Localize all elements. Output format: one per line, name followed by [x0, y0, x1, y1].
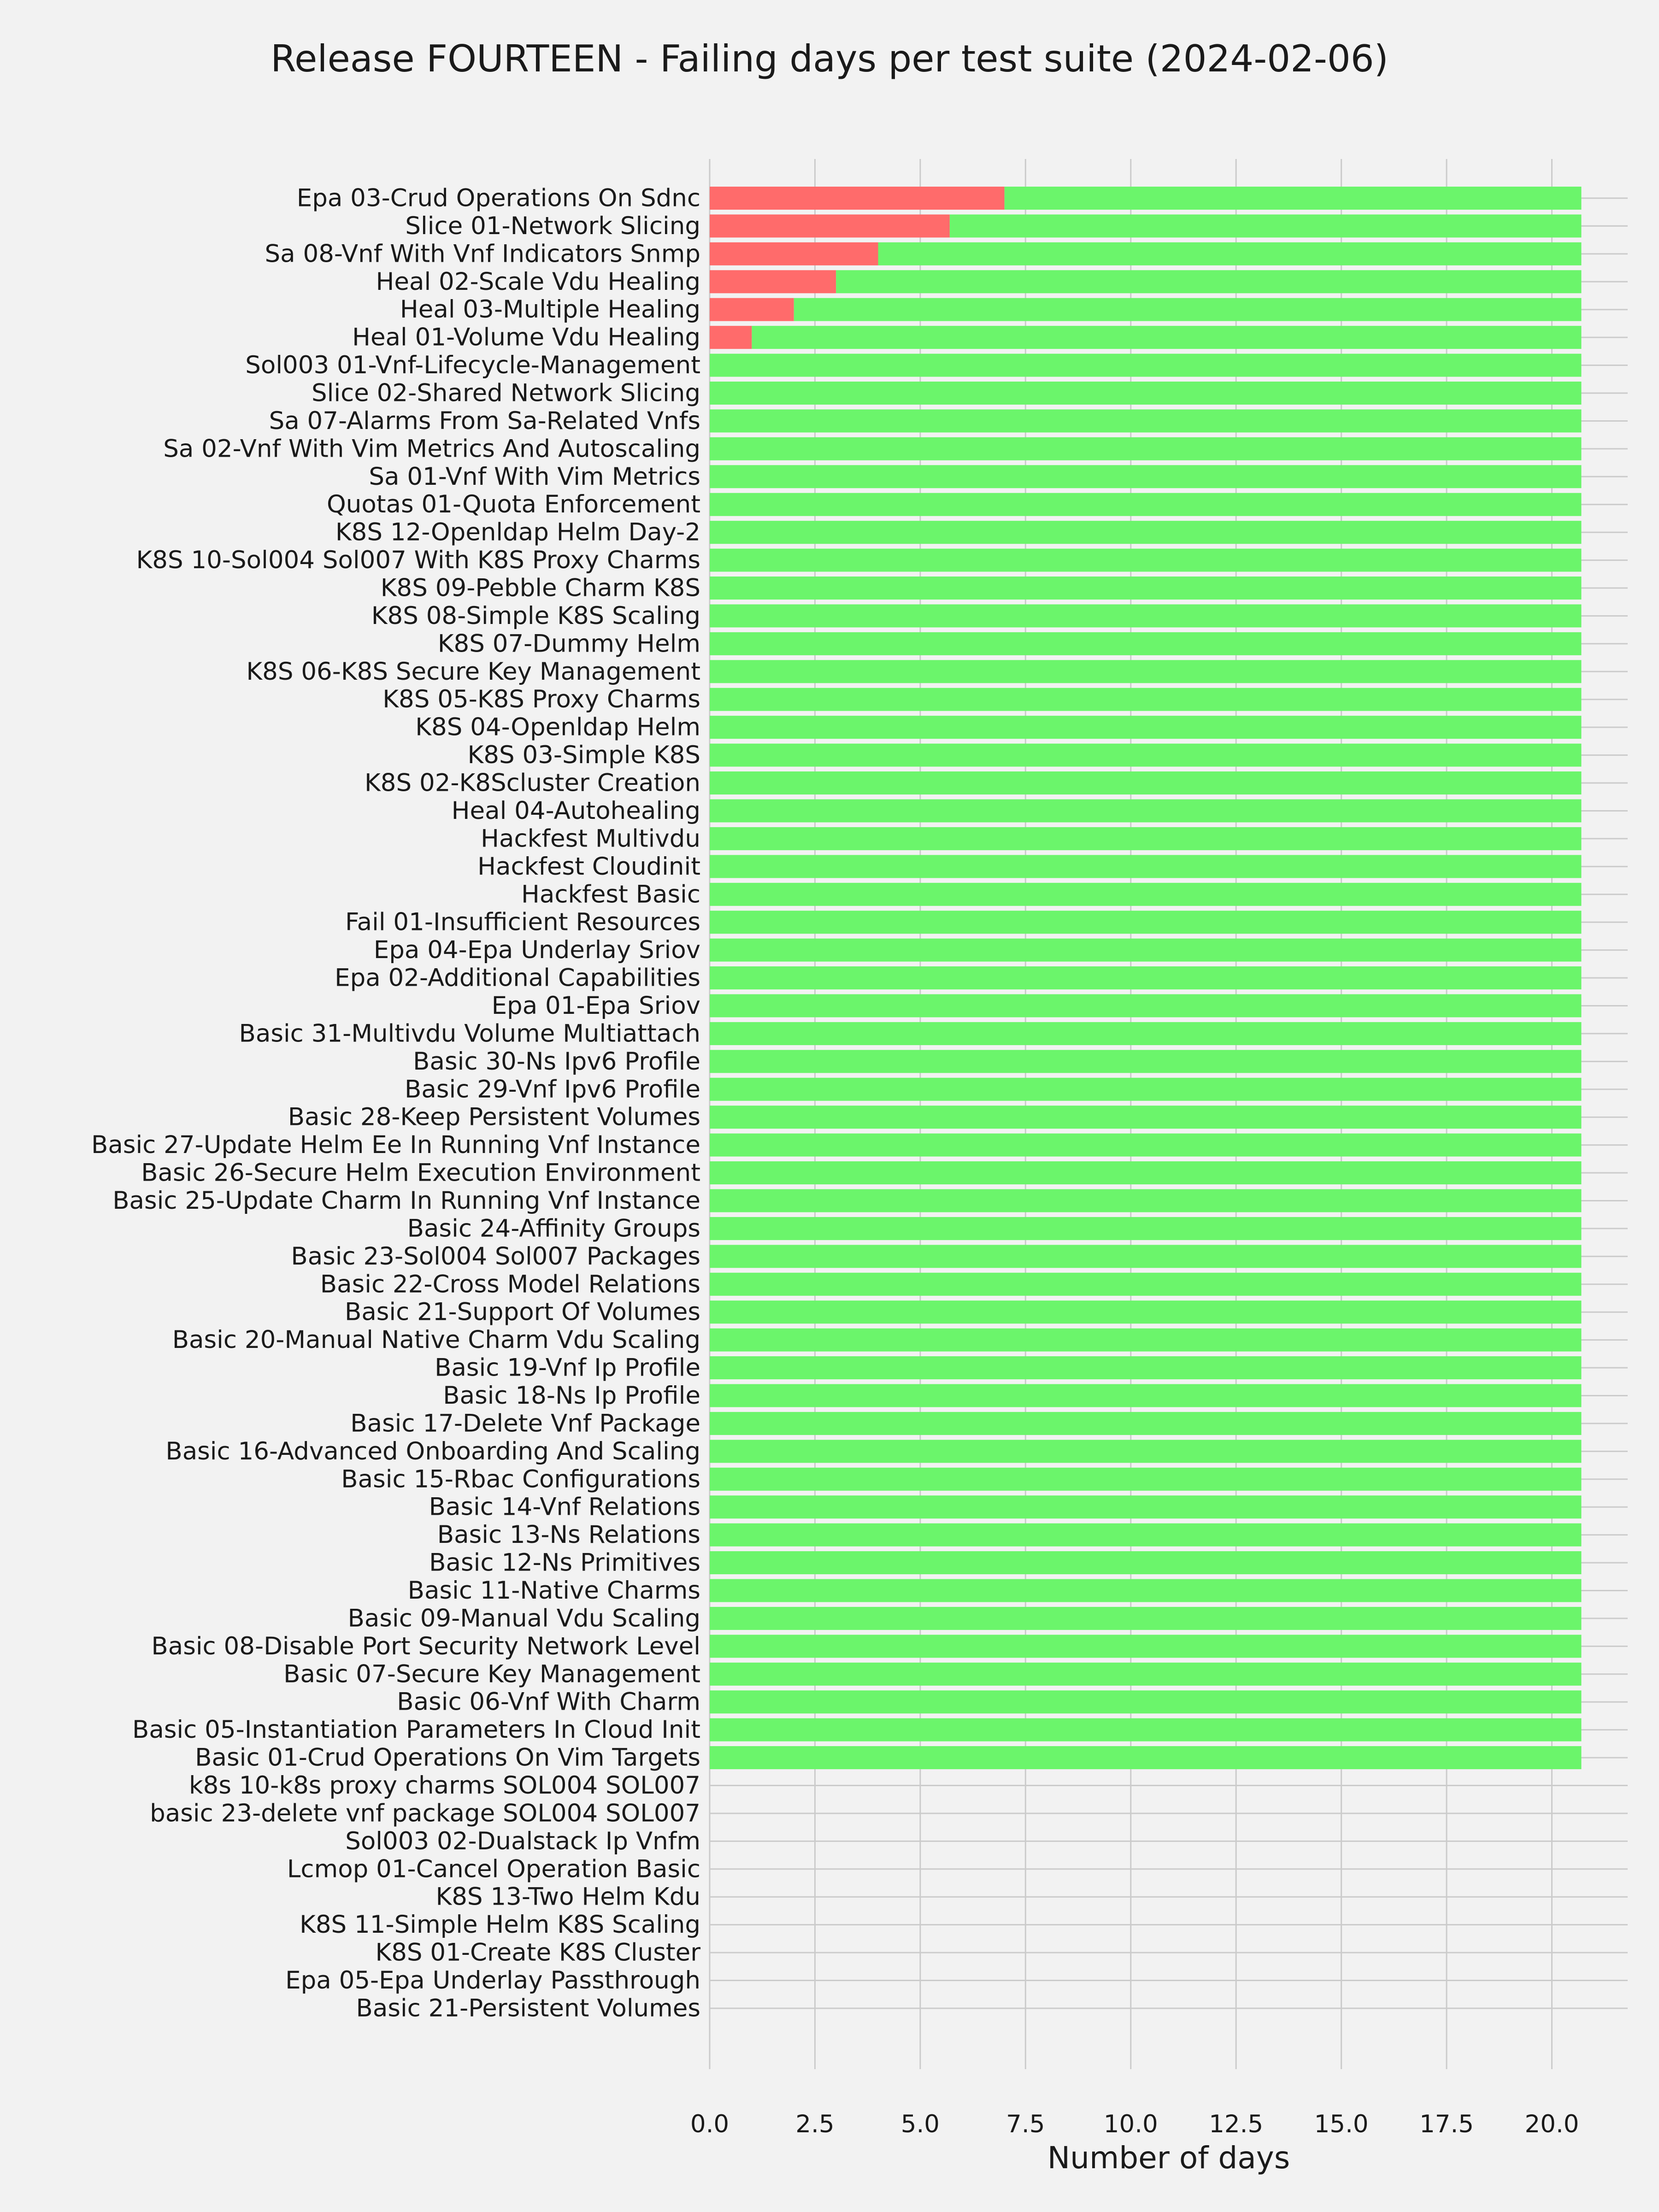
y-category-label: Hackfest Cloudinit	[477, 852, 700, 881]
y-category-label: Basic 20-Manual Native Charm Vdu Scaling	[172, 1326, 700, 1354]
bar-failing-days	[710, 326, 752, 349]
y-category-label: K8S 06-K8S Secure Key Management	[246, 657, 700, 686]
y-category-label: Basic 11-Native Charms	[407, 1577, 700, 1605]
y-category-label: K8S 09-Pebble Charm K8S	[380, 574, 700, 602]
bar-passing-days	[710, 1524, 1581, 1547]
y-category-label: K8S 08-Simple K8S Scaling	[371, 601, 700, 630]
y-category-label: Basic 26-Secure Helm Execution Environment	[141, 1159, 700, 1187]
x-tick-label: 2.5	[795, 2110, 835, 2138]
bar-passing-days	[710, 660, 1581, 683]
bar-passing-days	[878, 242, 1582, 265]
y-category-label: K8S 05-K8S Proxy Charms	[382, 685, 700, 714]
bar-passing-days	[710, 409, 1581, 432]
y-category-label: Basic 23-Sol004 Sol007 Packages	[291, 1242, 700, 1271]
bar-passing-days	[710, 1551, 1581, 1574]
bar-passing-days	[710, 604, 1581, 627]
bar-passing-days	[710, 939, 1581, 962]
bar-passing-days	[710, 354, 1581, 377]
y-category-label: Basic 27-Update Helm Ee In Running Vnf Instance	[91, 1131, 700, 1159]
y-category-label: Basic 29-Vnf Ipv6 Profile	[405, 1075, 700, 1104]
y-category-label: Sa 08-Vnf With Vnf Indicators Snmp	[265, 240, 700, 268]
y-category-label: Sol003 01-Vnf-Lifecycle-Management	[245, 351, 700, 380]
bar-passing-days	[710, 493, 1581, 516]
bar-passing-days	[710, 966, 1581, 989]
y-category-label: Basic 08-Disable Port Security Network Level	[151, 1632, 700, 1660]
bar-passing-days	[710, 911, 1581, 934]
y-category-label: Basic 09-Manual Vdu Scaling	[347, 1604, 700, 1633]
y-category-label: Basic 28-Keep Persistent Volumes	[288, 1103, 700, 1131]
y-category-label: K8S 03-Simple K8S	[467, 741, 700, 770]
y-category-label: Epa 03-Crud Operations On Sdnc	[296, 184, 700, 212]
y-category-label: Basic 19-Vnf Ip Profile	[435, 1353, 700, 1382]
bar-passing-days	[710, 1663, 1581, 1686]
bar-passing-days	[710, 827, 1581, 850]
x-tick-label: 12.5	[1209, 2110, 1264, 2138]
bar-passing-days	[710, 1635, 1581, 1658]
bar-passing-days	[710, 382, 1581, 405]
bar-passing-days	[710, 771, 1581, 794]
y-category-label: Quotas 01-Quota Enforcement	[327, 490, 700, 519]
bar-passing-days	[710, 1690, 1581, 1713]
y-category-label: Heal 04-Autohealing	[451, 796, 700, 825]
bar-passing-days	[710, 1746, 1581, 1769]
y-category-label: Basic 30-Ns Ipv6 Profile	[413, 1047, 700, 1076]
y-category-label: Sa 07-Alarms From Sa-Related Vnfs	[269, 406, 700, 435]
bar-passing-days	[710, 1356, 1581, 1379]
bar-passing-days	[710, 1106, 1581, 1129]
bars-layer	[710, 187, 1581, 1769]
bar-passing-days	[710, 1329, 1581, 1352]
bar-passing-days	[710, 1300, 1581, 1324]
bar-passing-days	[710, 883, 1581, 906]
y-category-label: K8S 02-K8Scluster Creation	[365, 769, 700, 797]
y-category-label: Basic 21-Persistent Volumes	[356, 1994, 700, 2023]
x-tick-label: 17.5	[1419, 2110, 1474, 2138]
y-category-label: K8S 11-Simple Helm K8S Scaling	[300, 1911, 700, 1939]
x-tick-label: 10.0	[1103, 2110, 1158, 2138]
y-category-label: K8S 01-Create K8S Cluster	[375, 1938, 700, 1967]
y-category-label: Basic 31-Multivdu Volume Multiattach	[239, 1019, 700, 1048]
y-category-label: Sa 02-Vnf With Vim Metrics And Autoscaling	[163, 435, 700, 463]
bar-passing-days	[710, 1384, 1581, 1407]
y-category-label: Basic 01-Crud Operations On Vim Targets	[195, 1743, 700, 1772]
bar-passing-days	[950, 214, 1582, 237]
y-category-label: k8s 10-k8s proxy charms SOL004 SOL007	[188, 1771, 700, 1800]
bar-passing-days	[710, 744, 1581, 767]
bar-failing-days	[710, 270, 836, 293]
y-category-label: Basic 22-Cross Model Relations	[320, 1270, 700, 1299]
bar-passing-days	[710, 688, 1581, 711]
y-category-label: Slice 02-Shared Network Slicing	[311, 379, 700, 407]
bar-passing-days	[836, 270, 1581, 293]
y-category-label: Basic 16-Advanced Onboarding And Scaling	[165, 1437, 700, 1465]
y-category-label: Basic 07-Secure Key Management	[283, 1660, 700, 1688]
y-category-label: Heal 01-Volume Vdu Healing	[352, 323, 700, 352]
x-tick-label: 0.0	[690, 2110, 729, 2138]
bar-passing-days	[710, 855, 1581, 878]
y-category-label: Basic 18-Ns Ip Profile	[443, 1381, 700, 1410]
bar-passing-days	[710, 994, 1581, 1017]
bar-passing-days	[710, 1607, 1581, 1630]
y-category-label: Epa 02-Additional Capabilities	[335, 964, 700, 992]
bar-passing-days	[710, 1579, 1581, 1602]
y-category-label: Epa 01-Epa Sriov	[491, 991, 700, 1020]
bar-passing-days	[710, 1078, 1581, 1101]
y-category-label: Sa 01-Vnf With Vim Metrics	[369, 462, 700, 491]
x-tick-labels	[690, 2110, 1579, 2138]
y-category-label: Basic 05-Instantiation Parameters In Cloud Init	[132, 1716, 700, 1744]
bar-passing-days	[710, 632, 1581, 655]
y-category-label: Basic 15-Rbac Configurations	[341, 1465, 700, 1494]
y-category-label: Basic 21-Support Of Volumes	[344, 1298, 700, 1326]
y-category-label: Basic 25-Update Charm In Running Vnf Instance	[112, 1186, 700, 1215]
bar-passing-days	[710, 1161, 1581, 1184]
y-category-label: K8S 07-Dummy Helm	[437, 629, 700, 658]
bar-failing-days	[710, 298, 794, 321]
y-category-label: Heal 03-Multiple Healing	[400, 295, 700, 324]
x-axis-label: Number of days	[1047, 2140, 1290, 2176]
y-category-label: Basic 13-Ns Relations	[437, 1521, 700, 1549]
y-category-label: Epa 05-Epa Underlay Passthrough	[285, 1966, 700, 1995]
bar-passing-days	[710, 1134, 1581, 1157]
bar-passing-days	[710, 1050, 1581, 1073]
bar-passing-days	[710, 1440, 1581, 1463]
bar-failing-days	[710, 214, 950, 237]
y-category-label: Basic 12-Ns Primitives	[429, 1548, 700, 1577]
x-tick-label: 15.0	[1314, 2110, 1369, 2138]
y-category-label: Basic 17-Delete Vnf Package	[350, 1409, 700, 1438]
bar-failing-days	[710, 242, 878, 265]
y-category-label: Basic 14-Vnf Relations	[429, 1493, 700, 1521]
x-tick-label: 7.5	[1006, 2110, 1045, 2138]
y-category-label: Basic 24-Affinity Groups	[407, 1214, 700, 1243]
y-category-label: Hackfest Multivdu	[481, 824, 700, 853]
bar-passing-days	[710, 1217, 1581, 1240]
x-tick-label: 20.0	[1524, 2110, 1579, 2138]
bar-passing-days	[752, 326, 1581, 349]
bar-passing-days	[710, 437, 1581, 460]
bar-passing-days	[710, 521, 1581, 544]
bar-passing-days	[710, 1189, 1581, 1212]
bar-passing-days	[710, 1412, 1581, 1435]
bar-passing-days	[710, 1022, 1581, 1045]
bar-passing-days	[710, 1495, 1581, 1518]
bar-passing-days	[710, 799, 1581, 822]
y-category-label: Hackfest Basic	[521, 880, 700, 909]
y-category-label: Heal 02-Scale Vdu Healing	[376, 267, 700, 296]
y-category-label: K8S 04-Openldap Helm	[415, 713, 700, 741]
y-category-label: Sol003 02-Dualstack Ip Vnfm	[345, 1827, 700, 1855]
y-category-label: Epa 04-Epa Underlay Sriov	[373, 936, 700, 965]
y-category-label: Slice 01-Network Slicing	[405, 212, 700, 240]
bar-passing-days	[710, 1718, 1581, 1741]
chart-title: Release FOURTEEN - Failing days per test suite (2024-02-06)	[271, 37, 1388, 80]
bar-failing-days	[710, 187, 1005, 210]
y-category-label: Basic 06-Vnf With Charm	[397, 1688, 700, 1716]
bar-passing-days	[710, 465, 1581, 488]
bar-passing-days	[710, 577, 1581, 600]
bar-passing-days	[710, 716, 1581, 739]
bar-passing-days	[710, 1468, 1581, 1491]
y-category-label: Fail 01-Insufficient Resources	[345, 908, 700, 936]
y-category-label: K8S 10-Sol004 Sol007 With K8S Proxy Charms	[136, 546, 700, 575]
bar-passing-days	[710, 549, 1581, 572]
bar-passing-days	[794, 298, 1582, 321]
y-category-label: Lcmop 01-Cancel Operation Basic	[287, 1855, 700, 1883]
y-category-label: basic 23-delete vnf package SOL004 SOL007	[150, 1799, 700, 1828]
bar-passing-days	[710, 1245, 1581, 1268]
x-tick-label: 5.0	[900, 2110, 940, 2138]
y-category-label: K8S 13-Two Helm Kdu	[435, 1883, 700, 1911]
bar-passing-days	[710, 1273, 1581, 1296]
y-category-label: K8S 12-Openldap Helm Day-2	[335, 518, 700, 547]
bar-passing-days	[1005, 187, 1582, 210]
